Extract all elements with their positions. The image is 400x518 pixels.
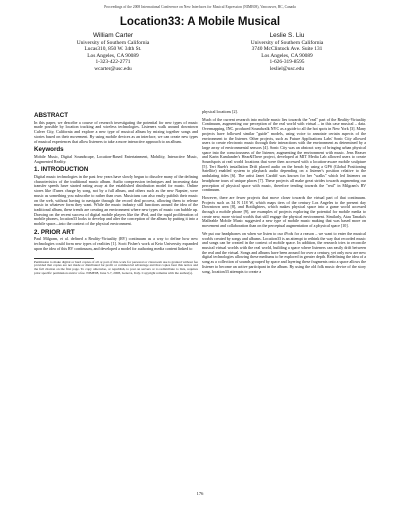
keywords-heading: Keywords <box>34 146 64 154</box>
author-phone: 1-323-422-2771 <box>95 59 131 66</box>
author-block-1 <box>28 33 198 73</box>
author-phone: 1-626-319-8595 <box>269 59 305 66</box>
author-city: Los Angeles, CA 90089 <box>261 52 313 59</box>
author-block-2 <box>202 33 372 73</box>
right-paragraph-3: However, there are fewer projects that move closer towards the virtual part of that continuum. Projects such as 34 N 118 W, which maps tiers of the century Los Angeles to the present day Downtown area [8], and Bottlighters, which makes physical space into a game world accessed through a mobile phone [9], are examples of projects exploring the potential for mobile media to create new, more virtual worlds that still engage the physical environment. Similarly, Atau Tanaka's Malleable Mobile Music suggested a new type of mobile music making that was based more on movement and collaboration than on the perceptual augmentation of a physical space [10]. <box>202 194 366 229</box>
abstract-text: In this paper, we describe a course of research investigating the potential for new types of music made possible by location tracking and wireless technologies. Listeners walk around downtown Culver City, California and explore a new type of musical album by mixing together songs and stories based on their movement. By using mobile devices as an interface, we can create new types of musical experiences that allow listeners to take a more interactive approach to an album. <box>34 119 198 144</box>
author-affiliation: University of Southern California <box>250 39 324 46</box>
right-paragraph-2: Much of the current research into mobile music lies towards the "real" part of the Reality-Virtuality Continuum, augmenting our perception of the real world with virtual – in this case musical – data. Overmapping, INC. produced Soundwalk NYC as a guide to all the hot spots in New York [3]. Many projects have followed similar "guide" models, using voice to annotate certain aspects of the environment to the listener. Other projects, such as Future Applications Labs' Sonic City allowed users to create electronic music through their interactions with the environment as determined by a large array of environmental sensors [4]. Sonic City was an abstract way of bringing urban physical space into the consciousness of the listener, augmenting the environment with music. Jens Reaser and Karin Kamlander's Hear&There project, developed at MIT Media Lab allowed users to create Soundspots at real world locations that were then accessed with a location-aware mobile sculpture [5]. Teri Rueb's installation Drift placed audio on the beach by using a GPS (Global Positioning Satellite) enabled system to playback audio depending on a listener's position relative to the undulating tides [6]. The artist Janet Cardiff was known for her "walks" which led listeners on headphone tours of unique places [7]. These projects all make great strides towards augmenting our perception of physical space with music, therefore tending towards the "real" in Milgram's RV continuum. <box>202 116 366 193</box>
abstract-heading: ABSTRACT <box>34 112 69 119</box>
prior-art-text: Paul Milgram, et al. defined a Reality-Virtuality (RV) continuum as a way to define how new technologies could form new types of realities [1]. Scott Fisher's work at Keio University expanded upon the idea of this RV continuum, and developed a model for authoring media content linked to <box>34 236 198 251</box>
author-address: 3740 McClintock Ave. Suite 131 <box>251 46 323 53</box>
author-city: Los Angeles, CA 90089 <box>87 52 139 59</box>
proceedings-header: Proceedings of the 2008 International Conference on New Interfaces for Musical Expression (NIME08), Vancouver, BC, Canada <box>104 5 296 9</box>
author-email[interactable]: wcarter@usc.edu <box>94 65 132 72</box>
author-affiliation: University of Southern California <box>76 39 150 46</box>
copyright-footnote: Permission to make digital or hard copies of all or part of this work for personal or classroom use is granted without fee provided that copies are not made or distributed for profit or commercial advantage and that copies bear this notice and the full citation on the first page. To copy otherwise, or republish, to post on servers or to redistribute to lists, requires prior specific permission and/or a fee. NIME08, June 5-7, 2008, Genova, Italy. Copyright remains with the author(s). <box>34 259 198 276</box>
right-paragraph-4: We put our headphones on when we listen to our iPods for a reason – we want to enter the musical worlds created by songs and albums. Location33 is an attempt to rethink the way that recorded music and songs can be created in the context of mobile space. In addition, the research tries to reconcile musical virtual worlds with the real world, building a space where listeners can easily drift between the real and the virtual. Songs and albums have been around for over a century, yet only now are new digital technologies allowing these mediums to be explored in greater depth. Redefining the idea of a song as a collection of sounds grouped by space and layering these fragments onto a space allows the listener to become an active participant in the album. By using the old folk music device of the story song, location33 attempts to create a <box>202 230 366 274</box>
footnote-divider <box>34 258 94 259</box>
author-name: William Carter <box>92 32 134 39</box>
paper-title: Location33: A Mobile Musical <box>119 16 281 28</box>
page-number: 176 <box>196 491 204 496</box>
author-email[interactable]: lesliel@usc.edu <box>269 65 305 72</box>
author-address: Lucas310, 850 W. 34th St. <box>84 46 142 53</box>
introduction-heading: 1. INTRODUCTION <box>34 166 89 174</box>
right-column <box>202 110 366 277</box>
prior-art-heading: 2. PRIOR ART <box>34 228 75 236</box>
introduction-text: Digital music technologies in the past few years have slowly begun to dissolve many of the defining characteristics of the traditional music album. Audio compression techniques and increasing data transfer speeds have started eating away at the established distribution model for music. Online stores like iTunes charge by song, not by a full album, and others such as the new Napster, were music as something you subscribe to rather than own. Musicians can also easily publish their music on the web, without having to navigate through the record deal process, allowing them to release music in whatever form they want. While the music industry still functions around the idea of the traditional album, these trends are creating an environment where new types of music can bubble up. Drawing on the recent success of digital mobile players like the iPod, and the rapid proliferation of mobile phones, location33 looks to develop and alter the conception of the album by putting it into a mobile space—into the context of the physical environment. <box>34 174 198 227</box>
keywords-text: Mobile Music, Digital Soundscape, Location-Based Entertainment, Mobility, Interactive Music, Augmented Reality. <box>34 153 198 164</box>
author-name: Leslie S. Liu <box>269 32 305 39</box>
left-column <box>34 110 198 276</box>
right-paragraph-1: physical locations [2]. <box>202 109 238 114</box>
